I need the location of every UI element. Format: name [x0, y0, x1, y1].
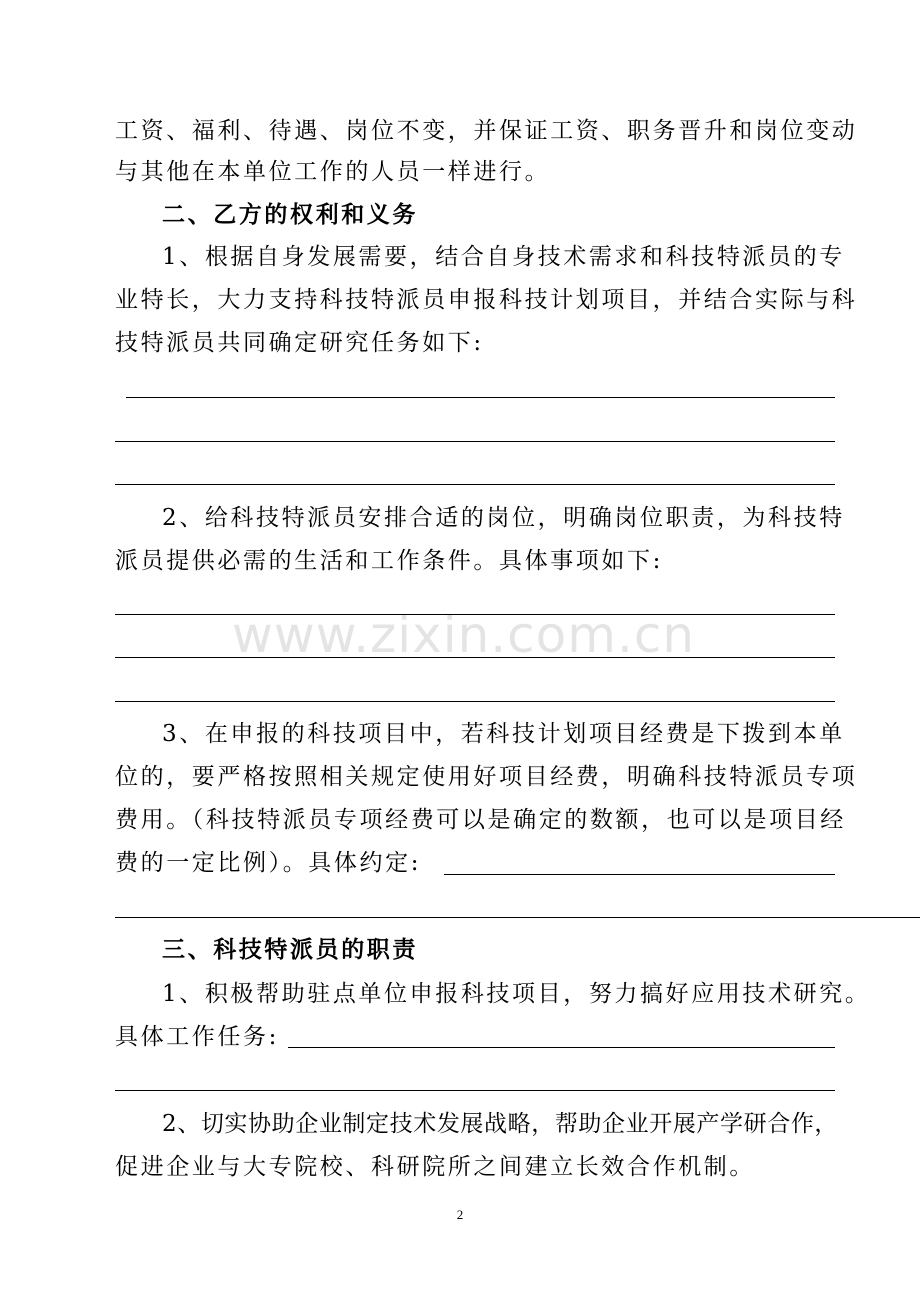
blank-fill-line — [288, 1047, 835, 1048]
paragraph-line: 技特派员共同确定研究任务如下: — [115, 330, 484, 356]
blank-fill-line — [115, 484, 835, 485]
section-heading-2: 二、乙方的权利和义务 — [162, 201, 418, 228]
paragraph-line: 工资、福利、待遇、岗位不变，并保证工资、职务晋升和岗位变动 — [115, 118, 858, 144]
paragraph-line: 具体工作任务: — [115, 1024, 279, 1050]
paragraph-line: 费的一定比例）。具体约定: — [115, 850, 422, 876]
paragraph-line: 业特长，大力支持科技特派员申报科技计划项目，并结合实际与科 — [115, 287, 858, 313]
paragraph-line: 2、给科技特派员安排合适的岗位，明确岗位职责，为科技特 — [162, 505, 845, 531]
paragraph-line: 与其他在本单位工作的人员一样进行。 — [115, 159, 551, 185]
paragraph-line: 1、积极帮助驻点单位申报科技项目，努力搞好应用技术研究。 — [162, 981, 871, 1007]
blank-fill-line — [115, 701, 835, 702]
section-heading-3: 三、科技特派员的职责 — [162, 936, 418, 963]
paragraph-line: 费用。（科技特派员专项经费可以是确定的数额，也可以是项目经 — [115, 807, 846, 833]
blank-fill-line — [115, 657, 835, 658]
blank-fill-line — [115, 917, 920, 918]
blank-fill-line — [115, 441, 835, 442]
blank-fill-line — [115, 1090, 835, 1091]
paragraph-line: 3、在申报的科技项目中，若科技计划项目经费是下拨到本单 — [162, 721, 845, 747]
paragraph-line: 2、切实协助企业制定技术发展战略，帮助企业开展产学研合作， — [162, 1111, 839, 1137]
blank-fill-line — [444, 874, 835, 875]
watermark: www.zixin.com.cn — [232, 606, 696, 664]
page-number: 2 — [456, 1207, 464, 1222]
paragraph-line: 1、根据自身发展需要，结合自身技术需求和科技特派员的专 — [162, 244, 845, 270]
paragraph-line: 派员提供必需的生活和工作条件。具体事项如下: — [115, 548, 663, 574]
paragraph-line: 位的，要严格按照相关规定使用好项目经费，明确科技特派员专项 — [115, 764, 858, 790]
paragraph-line: 促进企业与大专院校、科研院所之间建立长效合作机制。 — [115, 1154, 755, 1180]
blank-fill-line — [126, 397, 835, 398]
